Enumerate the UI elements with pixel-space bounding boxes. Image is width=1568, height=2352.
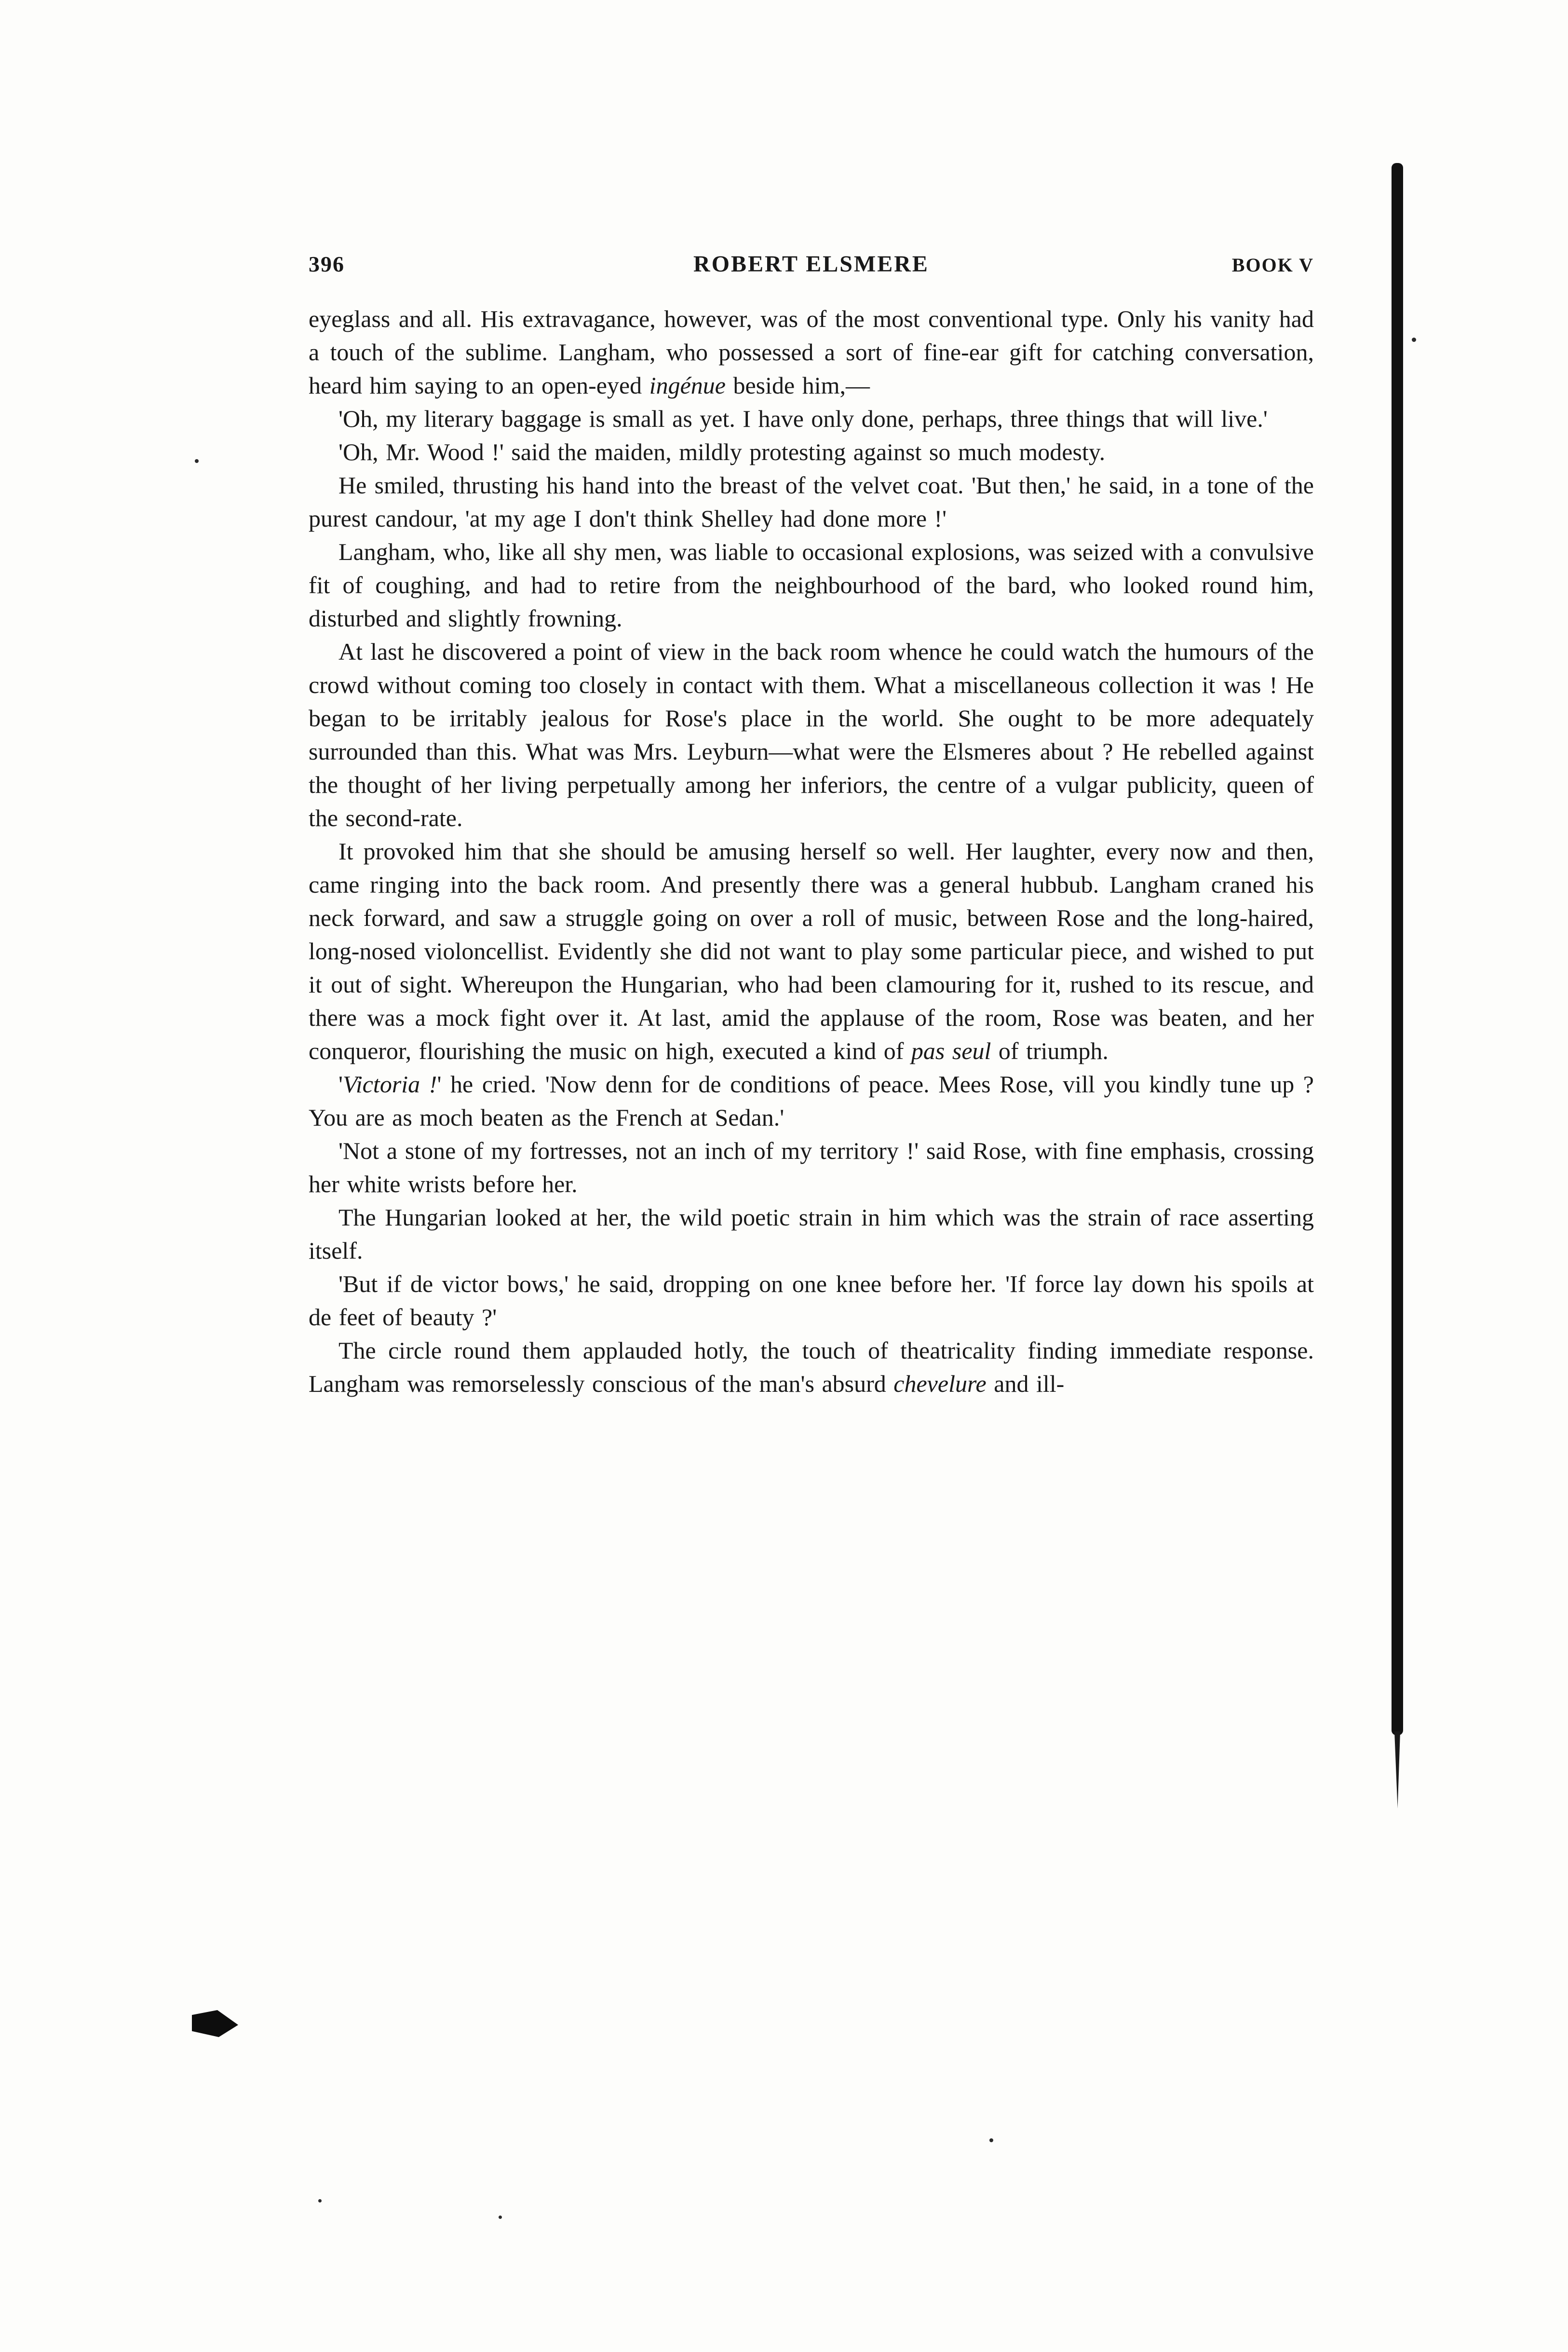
body-text: He smiled, thrusting his hand into the breast of the velvet coat. 'But then,' he said, in a tone of the purest candour, 'at my age I don't think Shelley had done more !' <box>309 472 1314 532</box>
italic-text: chevelure <box>893 1370 987 1397</box>
running-head-book-label: BOOK V <box>1231 254 1314 276</box>
body-text: 'But if de victor bows,' he said, dropping on one knee before her. 'If force lay down his spoils at de feet of beauty ?' <box>309 1270 1314 1331</box>
body-text: At last he discovered a point of view in the back room whence he could watch the humours of the crowd without coming too closely in contact with them. What a miscellaneous collection it was ! He began to be irritably jealous for Rose's place in the world. She ought to be more adequately surrounded than this. What was Mrs. Leyburn—what were the Elsmeres about ? He rebelled against the thought of her living perpetually among her inferiors, the centre of a vulgar publicity, queen of the second-rate. <box>309 638 1314 831</box>
paragraph <box>309 1201 1314 1267</box>
scan-binding-bar-tail-artifact <box>1394 1731 1400 1808</box>
body-text: eyeglass and all. His extravagance, however, was of the most conventional type. Only his vanity had a touch of the sublime. Langham, who possessed a sort of fine-ear gift for catching conversation, heard him saying to an open-eyed <box>309 305 1314 399</box>
body-text: 'Oh, Mr. Wood !' said the maiden, mildly protesting against so much modesty. <box>338 438 1106 465</box>
body-text: Langham, who, like all shy men, was liable to occasional explosions, was seized with a convulsive fit of coughing, and had to retire from the neighbourhood of the bard, who looked round him, disturbed and slightly frowning. <box>309 538 1314 632</box>
page-content <box>309 251 1314 1400</box>
italic-text: ingénue <box>649 372 726 399</box>
body-text: It provoked him that she should be amusing herself so well. Her laughter, every now and then, came ringing into the back room. And presently there was a general hubbub. Langham craned his neck forward, and saw a struggle going on over a roll of music, between Rose and the long-haired, long-nosed violoncellist. Evidently she did not want to play some particular piece, and wished to put it out of sight. Whereupon the Hungarian, who had been clamouring for it, rushed to its rescue, and there was a mock fight over it. At last, amid the applause of the room, Rose was beaten, and her conqueror, flourishing the music on high, executed a kind of <box>309 838 1314 1064</box>
paragraph <box>309 535 1314 635</box>
body-text: The circle round them applauded hotly, the touch of theatricality finding immediate response. Langham was remorselessly conscious of the man's absurd <box>309 1337 1314 1397</box>
italic-text: Victoria ! <box>343 1071 437 1098</box>
body-text: 'Oh, my literary baggage is small as yet. I have only done, perhaps, three things that will live.' <box>338 405 1268 432</box>
body-text: ' <box>338 1071 343 1098</box>
body-text: beside him,— <box>725 372 870 399</box>
paragraph <box>309 1134 1314 1201</box>
page-number: 396 <box>309 252 345 276</box>
body-text: ' he cried. 'Now denn for de conditions of peace. Mees Rose, vill you kindly tune up ? You are as moch beaten as the French at Sedan.' <box>309 1071 1314 1131</box>
paragraph <box>309 1267 1314 1334</box>
paragraph <box>309 1068 1314 1134</box>
scan-speck-artifact <box>989 2138 993 2142</box>
body-text: 'Not a stone of my fortresses, not an inch of my territory !' said Rose, with fine emphasis, crossing her white wrists before her. <box>309 1137 1314 1197</box>
scan-speck-artifact <box>318 2199 322 2202</box>
body-text: and ill- <box>986 1370 1065 1397</box>
paragraph <box>309 835 1314 1068</box>
paragraph <box>309 435 1314 469</box>
body-text: of triumph. <box>991 1037 1108 1064</box>
paragraph <box>309 402 1314 435</box>
page-text <box>309 302 1314 1400</box>
paragraph <box>309 1334 1314 1400</box>
paragraph <box>309 469 1314 535</box>
paragraph <box>309 302 1314 402</box>
scan-binding-bar-artifact <box>1392 163 1403 1735</box>
italic-text: pas seul <box>911 1037 991 1064</box>
scan-speck-artifact <box>499 2216 502 2219</box>
scan-speck-artifact <box>1412 338 1416 342</box>
running-head-title: ROBERT ELSMERE <box>693 251 929 277</box>
scan-speck-artifact <box>195 459 199 463</box>
ink-blot-artifact <box>192 2010 238 2037</box>
running-head <box>309 251 1314 277</box>
paragraph <box>309 635 1314 835</box>
body-text: The Hungarian looked at her, the wild poetic strain in him which was the strain of race asserting itself. <box>309 1204 1314 1264</box>
